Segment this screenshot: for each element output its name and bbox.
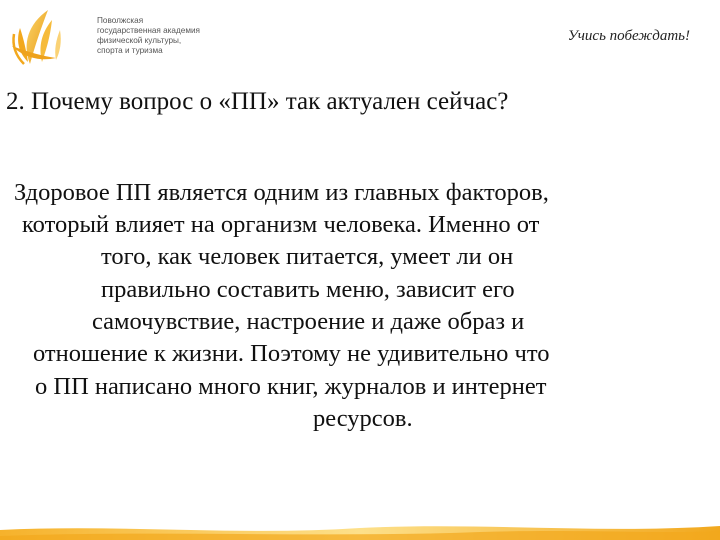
motto-text: Учись побеждать! [567,28,690,44]
laurel-logo-icon [8,6,88,70]
org-name-line: государственная академия [97,26,200,35]
body-line: о ПП написано много книг, журналов и интернет [35,373,547,400]
decorative-bottom-wave [0,520,720,540]
slide-header [0,0,720,80]
org-name-line: физической культуры, [97,36,182,45]
body-line: который влияет на организм человека. Именно от [22,211,540,238]
org-name-line: Поволжская [97,16,144,25]
body-line: отношение к жизни. Поэтому не удивительно что [33,340,550,367]
body-line: самочувствие, настроение и даже образ и [92,308,525,335]
org-name-line: спорта и туризма [97,46,163,55]
body-line: того, как человек питается, умеет ли он [101,243,514,270]
body-line: ресурсов. [313,405,413,432]
slide-question-heading: 2. Почему вопрос о «ПП» так актуален сейчас? [6,88,509,115]
body-line: правильно составить меню, зависит его [101,276,515,303]
organization-name [97,16,237,56]
body-line: Здоровое ПП является одним из главных факторов, [14,179,549,206]
